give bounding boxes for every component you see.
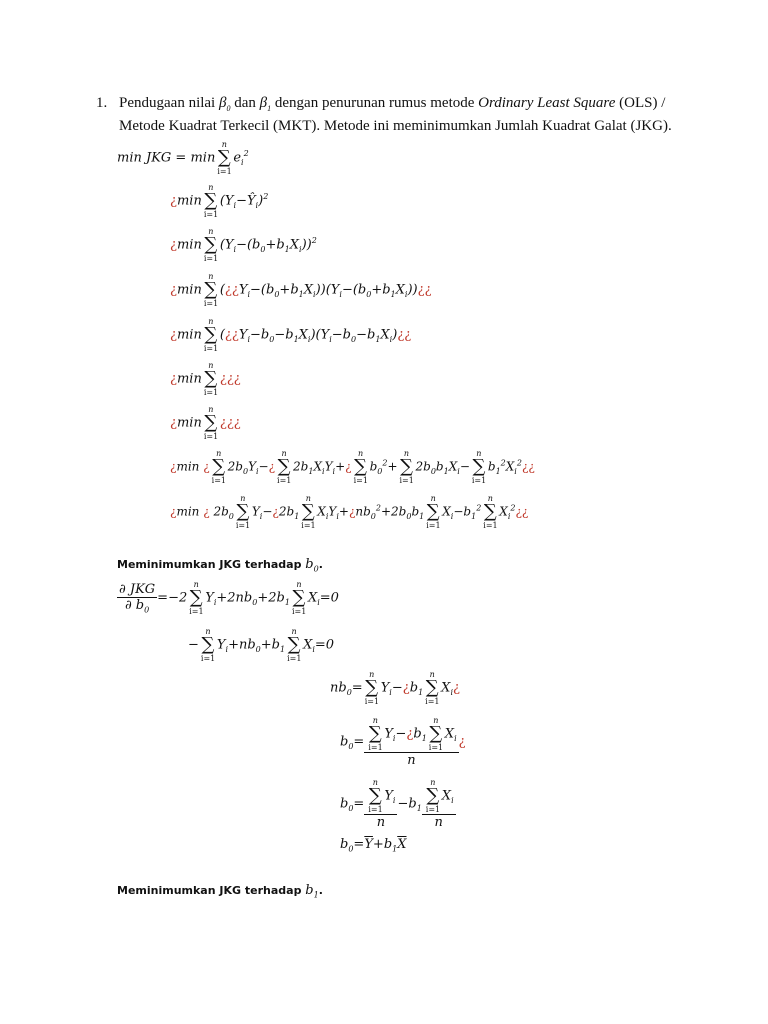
- equation-line-3: ¿min n ∑ i=1 $(Y_i-(b_0+b_1X_i))^2$: [170, 227, 317, 263]
- derivative-equation-4: $b_0=$ n ∑ i=1 $Y_i-¿b_1$ n ∑ i=1 $X_i$ n ¿: [340, 716, 466, 768]
- equation-line-8: ¿min ¿ n ∑ i=1 $2b_0Y_i-¿$ n ∑ i=1 $2b_1X_iY_i+¿$ n ∑ i=1 $b_0^2+$ n ∑ i=1 $2b_0b_1X_i-$ n ∑ i=1 $b_1^2X_i^2¿¿$: [170, 449, 535, 485]
- intro-line-1: [119, 95, 665, 113]
- equation-line-6: ¿min n ∑ i=1 ¿¿¿: [170, 361, 241, 397]
- equation-line-1: min JKG = min n ∑ i=1 $e_i^2$: [117, 140, 249, 176]
- heading-minimize-b1: Meminimumkan JKG terhadap $b_1$.: [117, 883, 323, 900]
- equation-line-2: ¿min n ∑ i=1 $(Y_i-Ŷ_i)^2$: [170, 183, 269, 219]
- sum-symbol: n ∑ i=1: [217, 140, 232, 176]
- derivative-equation-5: $b_0=$ n ∑ i=1 $Y_i$ n $-b_1$ n ∑ i=1 $X_i$ n: [340, 778, 454, 830]
- derivative-equation-3: $nb_0=$ n ∑ i=1 $Y_i-¿b_1$ n ∑ i=1 $X_i¿$: [330, 670, 460, 706]
- equation-line-4: ¿min n ∑ i=1 $(¿¿Y_i-(b_0+b_1X_i))(Y_i-(b_0+b_1X_i))¿¿$: [170, 272, 432, 308]
- derivative-equation-6: $b_0=\overline{Y}+b_1\overline{X}$: [340, 837, 407, 854]
- red-mark: ¿: [170, 193, 177, 209]
- list-number: 1.: [96, 95, 108, 111]
- ols-italic: Ordinary Least Square: [478, 95, 616, 111]
- beta0-symbol: $\beta_0$: [218, 95, 231, 113]
- equation-line-7: ¿min n ∑ i=1 ¿¿¿: [170, 405, 241, 441]
- intro-prefix: Pendugaan nilai: [119, 95, 219, 111]
- intro-end: (OLS) /: [615, 95, 666, 111]
- derivative-equation-1: $\frac{\text{∂ JKG}}{\partial b_0}$ =−2 n ∑ i=1 $Y_i+2nb_0+2b_1$ n ∑ i=1 $X_i=0$: [119, 580, 339, 616]
- equation-line-9: ¿min ¿ $2b_0$ n ∑ i=1 $Y_i-¿2b_1$ n ∑ i=1 $X_iY_i+¿nb_0^2+2b_0b_1$ n ∑ i=1 $X_i-b_1^2$ n ∑ i=1 $X_i^2¿¿$: [170, 494, 529, 530]
- heading-minimize-b0: Meminimumkan JKG terhadap $b_0$.: [117, 557, 323, 574]
- derivative-equation-2: − n ∑ i=1 $Y_i+nb_0+b_1$ n ∑ i=1 $X_i=0$: [188, 627, 335, 663]
- beta1-symbol: $\beta_1$: [259, 95, 272, 113]
- intro-and: dan: [230, 95, 260, 111]
- intro-line-2: Metode Kuadrat Terkecil (MKT). Metode ini meminimumkan Jumlah Kuadrat Galat (JKG).: [119, 118, 672, 134]
- intro-suffix: dengan penurunan rumus metode: [271, 95, 479, 111]
- equation-line-5: ¿min n ∑ i=1 $(¿¿Y_i-b_0-b_1X_i)(Y_i-b_0-b_1X_i)¿¿$: [170, 317, 412, 353]
